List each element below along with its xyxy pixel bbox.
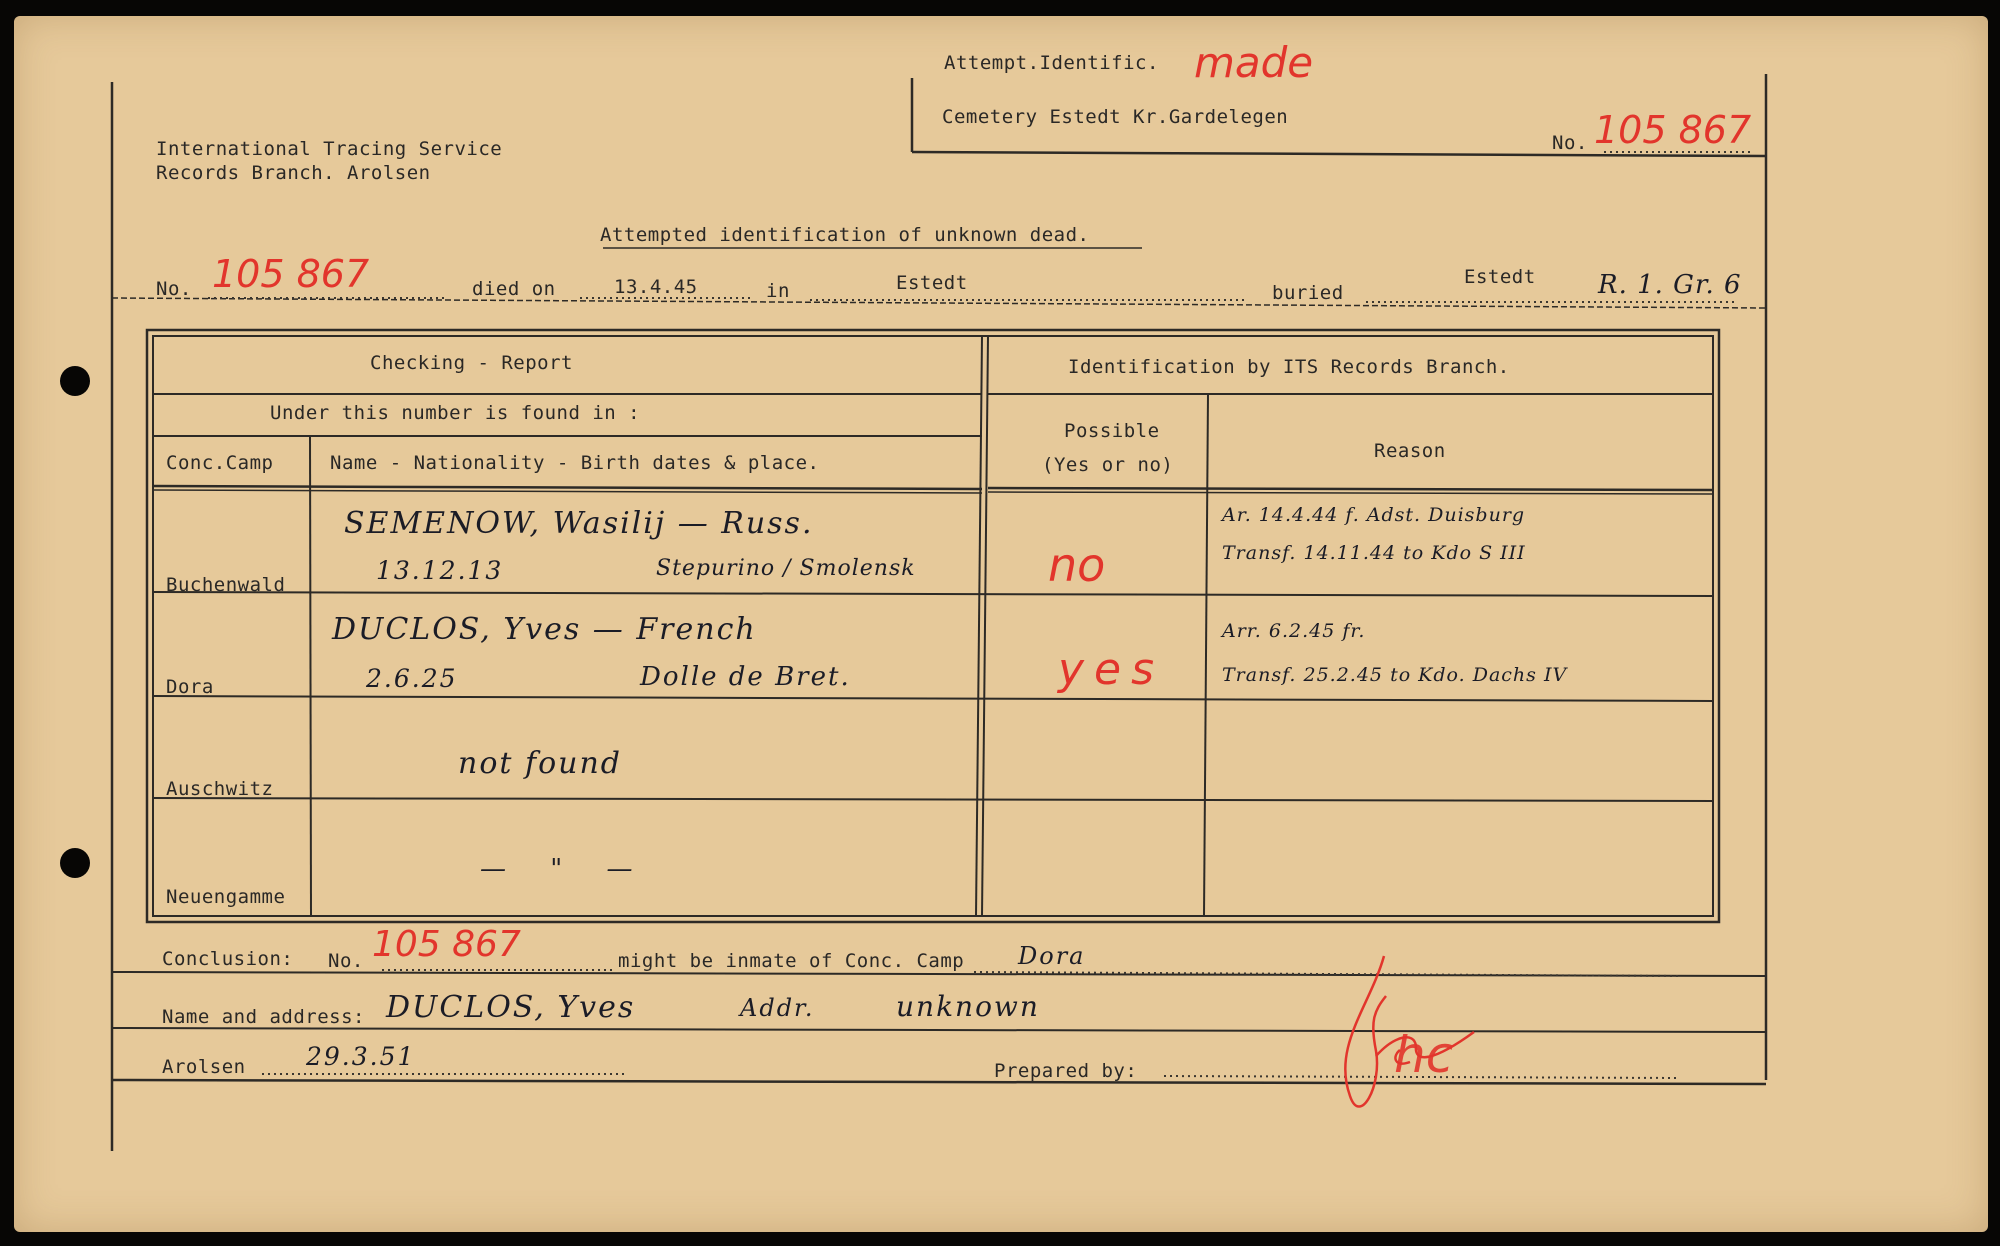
attempt-label: Attempt.Identific. [944,52,1159,74]
record-card [14,16,1988,1232]
header-no-value: 105 867 [1594,108,1752,152]
row4-name: — " — [480,854,651,884]
row1-reason-2: Transf. 14.11.44 to Kdo S III [1222,542,1526,564]
header-no-label: No. [1552,132,1588,154]
name-address-label: Name and address: [162,1006,365,1028]
row2-birthdate: 2.6.25 [366,664,458,693]
prepared-by-label: Prepared by: [994,1060,1138,1082]
row2-possible: yes [1058,644,1165,695]
attempt-value: made [1194,38,1314,87]
buried-value: Estedt [1464,266,1536,288]
record-no-label: No. [156,278,192,300]
row1-reason-1: Ar. 14.4.44 f. Adst. Duisburg [1222,504,1526,526]
grave-value: R. 1. Gr. 6 [1598,270,1742,300]
org-line-1: International Tracing Service [156,138,503,160]
row2-reason-1: Arr. 6.2.45 fr. [1222,620,1366,642]
name-value: DUCLOS, Yves [386,990,636,1025]
row1-birthplace: Stepurino / Smolensk [656,556,916,581]
record-no-value: 105 867 [212,252,370,296]
row2-birthplace: Dolle de Bret. [640,662,851,692]
died-label: died on [472,278,556,300]
col-possible-2: (Yes or no) [1042,454,1174,476]
camp-neuengamme: Neuengamme [166,886,286,908]
camp-dora: Dora [166,676,214,698]
camp-buchenwald: Buchenwald [166,574,286,596]
col-reason: Reason [1374,440,1446,462]
conclusion-no-value: 105 867 [372,924,521,965]
conclusion-label: Conclusion: [162,948,294,970]
conclusion-no-label: No. [328,950,364,972]
in-value: Estedt [896,272,968,294]
addr-label: Addr. [740,994,815,1022]
row1-birthdate: 13.12.13 [376,556,504,585]
prepared-by-value: hc [1394,1026,1454,1084]
form-title: Attempted identification of unknown dead. [600,224,1090,246]
conclusion-camp-value: Dora [1018,942,1086,970]
row1-name: SEMENOW, Wasilij — Russ. [344,506,814,541]
row1-possible: no [1048,538,1106,592]
identification-heading: Identification by ITS Records Branch. [1068,356,1510,378]
cemetery-text: Cemetery Estedt Kr.Gardelegen [942,106,1289,128]
org-line-2: Records Branch. Arolsen [156,162,431,184]
col-conc-camp: Conc.Camp [166,452,274,474]
row3-name: not found [458,746,622,781]
under-number-heading: Under this number is found in : [270,402,641,424]
col-name-nationality: Name - Nationality - Birth dates & place. [330,452,820,474]
buried-label: buried [1272,282,1344,304]
arolsen-label: Arolsen [162,1056,246,1078]
checking-report-heading: Checking - Report [370,352,573,374]
row2-reason-2: Transf. 25.2.45 to Kdo. Dachs IV [1222,664,1568,686]
row2-name: DUCLOS, Yves — French [332,612,757,647]
date-value: 29.3.51 [306,1042,416,1071]
col-possible-1: Possible [1064,420,1160,442]
camp-auschwitz: Auschwitz [166,778,274,800]
addr-value: unknown [896,990,1040,1023]
died-value: 13.4.45 [614,276,698,298]
in-label: in [766,280,790,302]
might-be-inmate: might be inmate of Conc. Camp [618,950,965,972]
